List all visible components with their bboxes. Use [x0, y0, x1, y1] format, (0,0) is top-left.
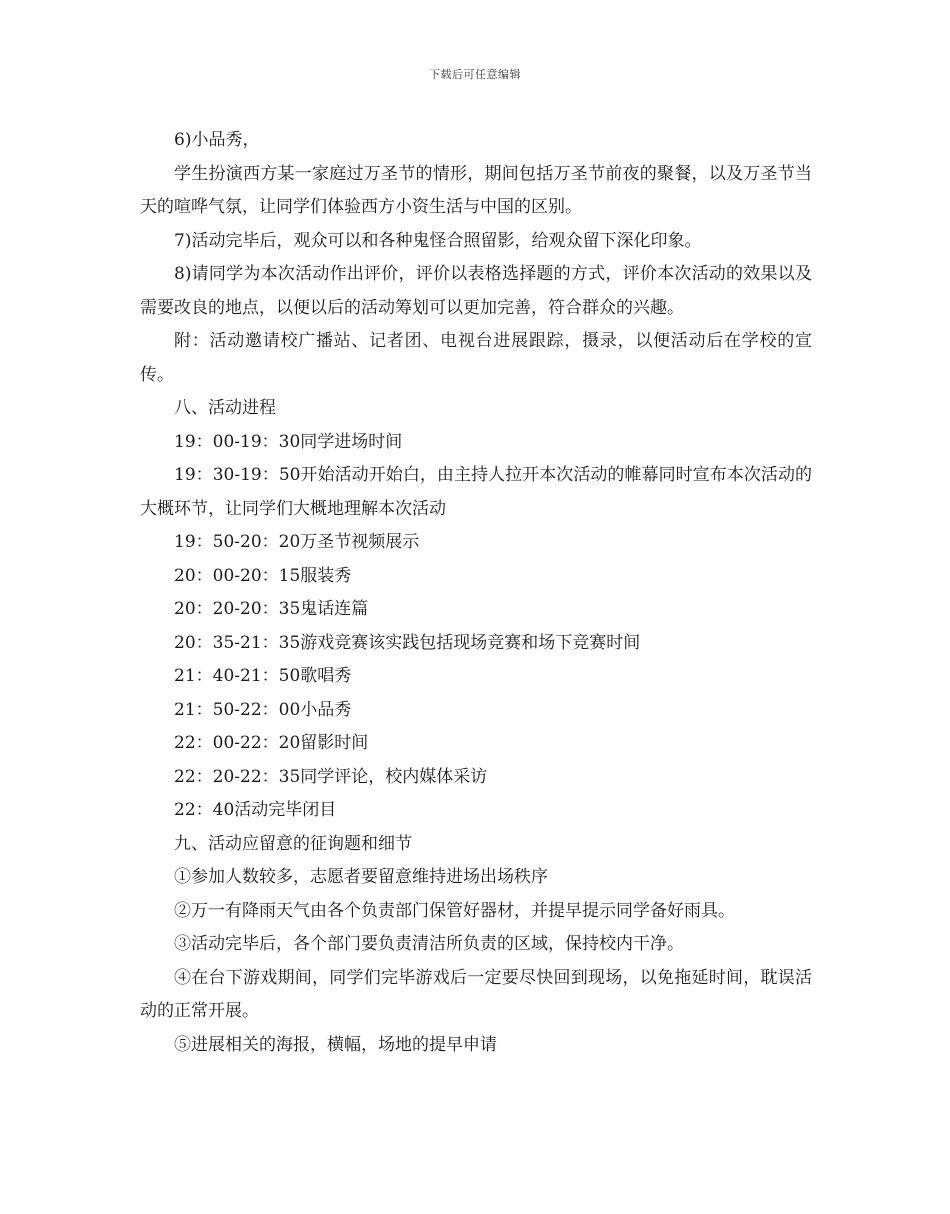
schedule-item: 22：40活动完毕闭目 — [174, 800, 337, 820]
notice-item: ⑤进展相关的海报，横幅，场地的提早申请 — [174, 1034, 497, 1055]
section-heading: 九、活动应留意的征询题和细节 — [174, 833, 412, 854]
schedule-item: 22：20-22：35同学评论，校内媒体采访 — [174, 766, 488, 787]
paragraph: 学生扮演西方某一家庭过万圣节的情形，期间包括万圣节前夜的聚餐，以及万圣节当天的喧哗气氛，让同学们体验西方小资生活与中国的区别。 — [140, 163, 812, 217]
schedule-item: 19：00-19：30同学进场时间 — [174, 431, 403, 452]
document-body — [140, 124, 812, 1062]
schedule-item: 19：50-20：20万圣节视频展示 — [174, 532, 420, 552]
paragraph: 附：活动邀请校广播站、记者团、电视台进展跟踪，摄录，以便活动后在学校的宣传。 — [140, 331, 812, 385]
notice-item: ①参加人数较多，志愿者要留意维持进场出场秩序 — [174, 867, 548, 887]
schedule-item: 19：30-19：50开始活动开始白，由主持人拉开本次活动的帷幕同时宣布本次活动的大概环节，让同学们大概地理解本次活动 — [140, 465, 812, 519]
schedule-item: 22：00-22：20留影时间 — [174, 733, 369, 753]
schedule-item: 21：40-21：50歌唱秀 — [174, 666, 352, 686]
schedule-item: 20：00-20：15服装秀 — [174, 565, 352, 586]
paragraph: 8)请同学为本次活动作出评价，评价以表格选择题的方式，评价本次活动的效果以及需要改良的地点，以便以后的活动筹划可以更加完善，符合群众的兴趣。 — [140, 264, 812, 318]
schedule-item: 20：35-21：35游戏竞赛该实践包括现场竞赛和场下竞赛时间 — [174, 632, 641, 653]
page-header: 下载后可任意编辑 — [429, 68, 521, 81]
schedule-item: 21：50-22：00小品秀 — [174, 699, 352, 720]
notice-item: ②万一有降雨天气由各个负责部门保管好器材，并提早提示同学备好雨具。 — [174, 900, 735, 921]
notice-item: ③活动完毕后，各个部门要负责清洁所负责的区域，保持校内干净。 — [174, 934, 684, 954]
paragraph: 7)活动完毕后，观众可以和各种鬼怪合照留影，给观众留下深化印象。 — [174, 230, 702, 251]
notice-item: ④在台下游戏期间，同学们完毕游戏后一定要尽快回到现场，以免拖延时间，耽误活动的正常开展。 — [140, 967, 812, 1021]
paragraph: 6)小品秀， — [174, 130, 260, 150]
section-heading: 八、活动进程 — [174, 398, 276, 418]
schedule-item: 20：20-20：35鬼话连篇 — [174, 599, 369, 619]
